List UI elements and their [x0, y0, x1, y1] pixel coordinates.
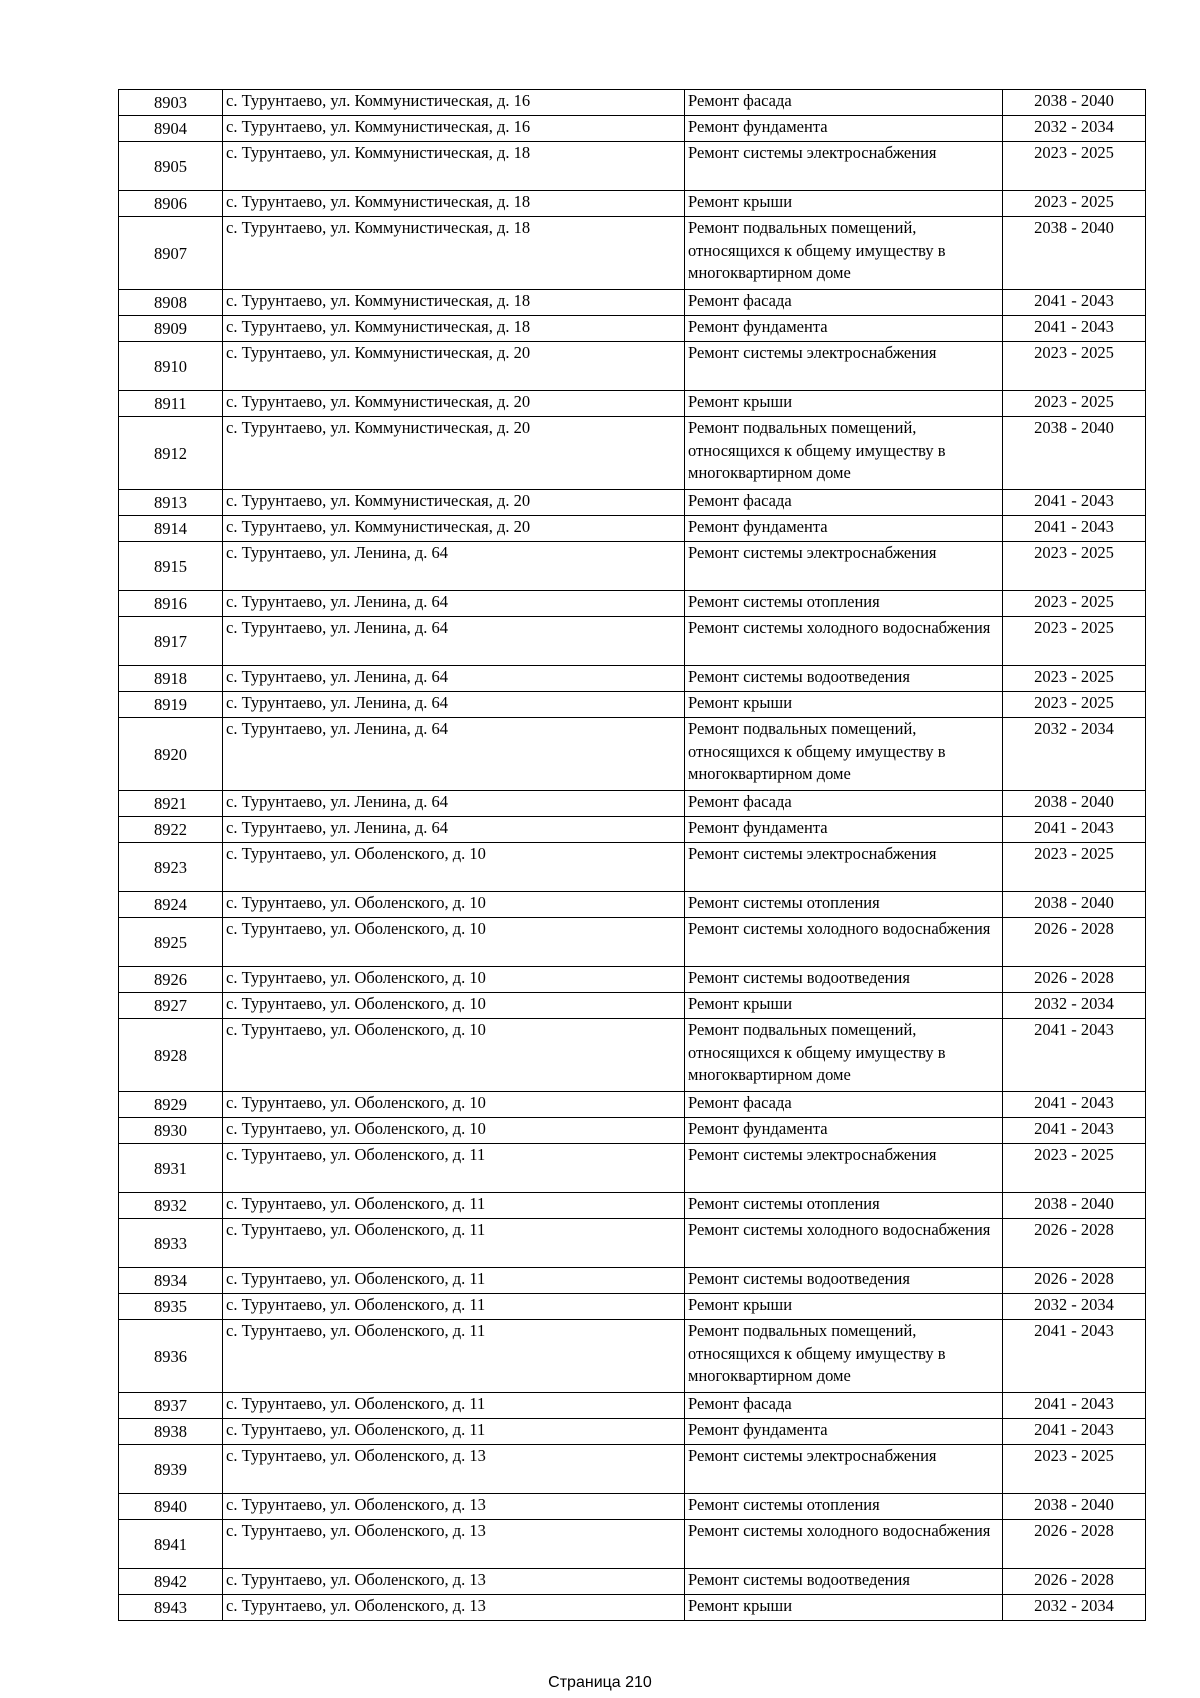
period-cell: 2023 - 2025 [1003, 1445, 1146, 1494]
table-row [119, 290, 1146, 316]
row-number-cell: 8903 [119, 90, 223, 116]
table-row [119, 666, 1146, 692]
row-number-cell: 8930 [119, 1118, 223, 1144]
table-row [119, 316, 1146, 342]
row-number-cell: 8915 [119, 542, 223, 591]
period-cell: 2041 - 2043 [1003, 1019, 1146, 1092]
work-type-cell: Ремонт системы электроснабжения [685, 142, 1003, 191]
table-row [119, 591, 1146, 617]
period-cell: 2023 - 2025 [1003, 542, 1146, 591]
address-cell: с. Турунтаево, ул. Ленина, д. 64 [223, 718, 685, 791]
table-row [119, 1268, 1146, 1294]
table-row [119, 993, 1146, 1019]
work-type-cell: Ремонт крыши [685, 391, 1003, 417]
address-cell: с. Турунтаево, ул. Оболенского, д. 10 [223, 892, 685, 918]
table-row [119, 967, 1146, 993]
period-cell: 2038 - 2040 [1003, 791, 1146, 817]
period-cell: 2041 - 2043 [1003, 316, 1146, 342]
period-cell: 2038 - 2040 [1003, 1193, 1146, 1219]
row-number-cell: 8921 [119, 791, 223, 817]
row-number-cell: 8908 [119, 290, 223, 316]
address-cell: с. Турунтаево, ул. Оболенского, д. 10 [223, 1019, 685, 1092]
work-type-cell: Ремонт фасада [685, 490, 1003, 516]
row-number-cell: 8927 [119, 993, 223, 1019]
work-type-cell: Ремонт фундамента [685, 1118, 1003, 1144]
period-cell: 2032 - 2034 [1003, 1294, 1146, 1320]
work-type-cell: Ремонт подвальных помещений, относящихся к общему имуществу в многоквартирном доме [685, 1320, 1003, 1393]
work-type-cell: Ремонт подвальных помещений, относящихся к общему имуществу в многоквартирном доме [685, 217, 1003, 290]
work-type-cell: Ремонт системы холодного водоснабжения [685, 1520, 1003, 1569]
row-number-cell: 8931 [119, 1144, 223, 1193]
table-row [119, 1595, 1146, 1621]
work-type-cell: Ремонт крыши [685, 191, 1003, 217]
address-cell: с. Турунтаево, ул. Оболенского, д. 11 [223, 1294, 685, 1320]
table-row [119, 692, 1146, 718]
work-type-cell: Ремонт фасада [685, 90, 1003, 116]
row-number-cell: 8932 [119, 1193, 223, 1219]
address-cell: с. Турунтаево, ул. Ленина, д. 64 [223, 817, 685, 843]
period-cell: 2023 - 2025 [1003, 692, 1146, 718]
work-type-cell: Ремонт подвальных помещений, относящихся к общему имуществу в многоквартирном доме [685, 718, 1003, 791]
table-row [119, 391, 1146, 417]
table-row [119, 490, 1146, 516]
address-cell: с. Турунтаево, ул. Ленина, д. 64 [223, 692, 685, 718]
work-type-cell: Ремонт системы отопления [685, 591, 1003, 617]
period-cell: 2038 - 2040 [1003, 217, 1146, 290]
row-number-cell: 8923 [119, 843, 223, 892]
table-row [119, 718, 1146, 791]
work-type-cell: Ремонт системы электроснабжения [685, 1144, 1003, 1193]
row-number-cell: 8943 [119, 1595, 223, 1621]
table-row [119, 1144, 1146, 1193]
table-row [119, 1419, 1146, 1445]
row-number-cell: 8916 [119, 591, 223, 617]
table-row [119, 1019, 1146, 1092]
address-cell: с. Турунтаево, ул. Коммунистическая, д. 18 [223, 290, 685, 316]
table-row [119, 191, 1146, 217]
work-type-cell: Ремонт фундамента [685, 1419, 1003, 1445]
page-footer [0, 1674, 1200, 1692]
period-cell: 2032 - 2034 [1003, 993, 1146, 1019]
row-number-cell: 8941 [119, 1520, 223, 1569]
work-type-cell: Ремонт системы водоотведения [685, 1569, 1003, 1595]
address-cell: с. Турунтаево, ул. Коммунистическая, д. 16 [223, 90, 685, 116]
table-row [119, 1092, 1146, 1118]
row-number-cell: 8939 [119, 1445, 223, 1494]
table-row [119, 1445, 1146, 1494]
work-type-cell: Ремонт системы электроснабжения [685, 1445, 1003, 1494]
address-cell: с. Турунтаево, ул. Ленина, д. 64 [223, 791, 685, 817]
period-cell: 2032 - 2034 [1003, 1595, 1146, 1621]
row-number-cell: 8935 [119, 1294, 223, 1320]
row-number-cell: 8914 [119, 516, 223, 542]
period-cell: 2026 - 2028 [1003, 967, 1146, 993]
row-number-cell: 8912 [119, 417, 223, 490]
period-cell: 2041 - 2043 [1003, 1419, 1146, 1445]
address-cell: с. Турунтаево, ул. Оболенского, д. 10 [223, 918, 685, 967]
period-cell: 2038 - 2040 [1003, 90, 1146, 116]
table-row [119, 1118, 1146, 1144]
row-number-cell: 8937 [119, 1393, 223, 1419]
row-number-cell: 8906 [119, 191, 223, 217]
address-cell: с. Турунтаево, ул. Оболенского, д. 10 [223, 967, 685, 993]
row-number-cell: 8933 [119, 1219, 223, 1268]
address-cell: с. Турунтаево, ул. Оболенского, д. 13 [223, 1520, 685, 1569]
period-cell: 2023 - 2025 [1003, 391, 1146, 417]
work-type-cell: Ремонт фасада [685, 1092, 1003, 1118]
work-type-cell: Ремонт фундамента [685, 116, 1003, 142]
row-number-cell: 8926 [119, 967, 223, 993]
work-type-cell: Ремонт системы водоотведения [685, 666, 1003, 692]
row-number-cell: 8938 [119, 1419, 223, 1445]
work-type-cell: Ремонт системы электроснабжения [685, 843, 1003, 892]
work-type-cell: Ремонт системы холодного водоснабжения [685, 1219, 1003, 1268]
address-cell: с. Турунтаево, ул. Оболенского, д. 10 [223, 993, 685, 1019]
work-type-cell: Ремонт крыши [685, 1595, 1003, 1621]
work-type-cell: Ремонт системы электроснабжения [685, 542, 1003, 591]
table-row [119, 817, 1146, 843]
work-type-cell: Ремонт системы электроснабжения [685, 342, 1003, 391]
table-row [119, 217, 1146, 290]
table-row [119, 918, 1146, 967]
row-number-cell: 8913 [119, 490, 223, 516]
address-cell: с. Турунтаево, ул. Оболенского, д. 11 [223, 1193, 685, 1219]
row-number-cell: 8925 [119, 918, 223, 967]
period-cell: 2032 - 2034 [1003, 116, 1146, 142]
address-cell: с. Турунтаево, ул. Оболенского, д. 10 [223, 1118, 685, 1144]
table-row [119, 1569, 1146, 1595]
row-number-cell: 8924 [119, 892, 223, 918]
table-row [119, 542, 1146, 591]
row-number-cell: 8929 [119, 1092, 223, 1118]
table-row [119, 116, 1146, 142]
table-row [119, 1294, 1146, 1320]
address-cell: с. Турунтаево, ул. Оболенского, д. 13 [223, 1595, 685, 1621]
address-cell: с. Турунтаево, ул. Оболенского, д. 13 [223, 1494, 685, 1520]
row-number-cell: 8920 [119, 718, 223, 791]
period-cell: 2041 - 2043 [1003, 516, 1146, 542]
work-type-cell: Ремонт фундамента [685, 316, 1003, 342]
work-type-cell: Ремонт системы холодного водоснабжения [685, 918, 1003, 967]
address-cell: с. Турунтаево, ул. Коммунистическая, д. 20 [223, 391, 685, 417]
work-type-cell: Ремонт системы отопления [685, 892, 1003, 918]
row-number-cell: 8922 [119, 817, 223, 843]
table-row [119, 1494, 1146, 1520]
repair-plan-table-body [119, 90, 1146, 1621]
address-cell: с. Турунтаево, ул. Ленина, д. 64 [223, 666, 685, 692]
work-type-cell: Ремонт системы водоотведения [685, 967, 1003, 993]
period-cell: 2038 - 2040 [1003, 892, 1146, 918]
document-sheet [118, 89, 1145, 1621]
period-cell: 2041 - 2043 [1003, 1320, 1146, 1393]
address-cell: с. Турунтаево, ул. Коммунистическая, д. 18 [223, 142, 685, 191]
period-cell: 2023 - 2025 [1003, 142, 1146, 191]
row-number-cell: 8905 [119, 142, 223, 191]
period-cell: 2023 - 2025 [1003, 666, 1146, 692]
table-row [119, 1219, 1146, 1268]
row-number-cell: 8907 [119, 217, 223, 290]
period-cell: 2026 - 2028 [1003, 1569, 1146, 1595]
period-cell: 2023 - 2025 [1003, 1144, 1146, 1193]
work-type-cell: Ремонт системы отопления [685, 1193, 1003, 1219]
address-cell: с. Турунтаево, ул. Ленина, д. 64 [223, 542, 685, 591]
address-cell: с. Турунтаево, ул. Оболенского, д. 11 [223, 1419, 685, 1445]
period-cell: 2041 - 2043 [1003, 1393, 1146, 1419]
period-cell: 2041 - 2043 [1003, 817, 1146, 843]
period-cell: 2032 - 2034 [1003, 718, 1146, 791]
work-type-cell: Ремонт фасада [685, 791, 1003, 817]
table-row [119, 417, 1146, 490]
work-type-cell: Ремонт крыши [685, 692, 1003, 718]
table-row [119, 843, 1146, 892]
table-row [119, 617, 1146, 666]
table-row [119, 791, 1146, 817]
address-cell: с. Турунтаево, ул. Оболенского, д. 13 [223, 1445, 685, 1494]
period-cell: 2041 - 2043 [1003, 290, 1146, 316]
period-cell: 2023 - 2025 [1003, 843, 1146, 892]
work-type-cell: Ремонт крыши [685, 1294, 1003, 1320]
address-cell: с. Турунтаево, ул. Коммунистическая, д. 18 [223, 191, 685, 217]
work-type-cell: Ремонт фундамента [685, 516, 1003, 542]
address-cell: с. Турунтаево, ул. Оболенского, д. 11 [223, 1393, 685, 1419]
row-number-cell: 8917 [119, 617, 223, 666]
address-cell: с. Турунтаево, ул. Коммунистическая, д. 20 [223, 490, 685, 516]
address-cell: с. Турунтаево, ул. Коммунистическая, д. 18 [223, 217, 685, 290]
row-number-cell: 8919 [119, 692, 223, 718]
work-type-cell: Ремонт фасада [685, 290, 1003, 316]
work-type-cell: Ремонт системы водоотведения [685, 1268, 1003, 1294]
table-row [119, 342, 1146, 391]
address-cell: с. Турунтаево, ул. Оболенского, д. 11 [223, 1219, 685, 1268]
work-type-cell: Ремонт подвальных помещений, относящихся к общему имуществу в многоквартирном доме [685, 417, 1003, 490]
period-cell: 2026 - 2028 [1003, 1520, 1146, 1569]
page-number: Страница 210 [548, 1674, 652, 1691]
work-type-cell: Ремонт фундамента [685, 817, 1003, 843]
row-number-cell: 8936 [119, 1320, 223, 1393]
address-cell: с. Турунтаево, ул. Ленина, д. 64 [223, 617, 685, 666]
work-type-cell: Ремонт системы отопления [685, 1494, 1003, 1520]
period-cell: 2041 - 2043 [1003, 1118, 1146, 1144]
address-cell: с. Турунтаево, ул. Коммунистическая, д. 16 [223, 116, 685, 142]
repair-plan-table [118, 89, 1146, 1621]
row-number-cell: 8911 [119, 391, 223, 417]
address-cell: с. Турунтаево, ул. Оболенского, д. 11 [223, 1268, 685, 1294]
period-cell: 2026 - 2028 [1003, 1268, 1146, 1294]
period-cell: 2023 - 2025 [1003, 617, 1146, 666]
period-cell: 2038 - 2040 [1003, 417, 1146, 490]
period-cell: 2023 - 2025 [1003, 591, 1146, 617]
row-number-cell: 8934 [119, 1268, 223, 1294]
period-cell: 2041 - 2043 [1003, 490, 1146, 516]
row-number-cell: 8940 [119, 1494, 223, 1520]
row-number-cell: 8909 [119, 316, 223, 342]
table-row [119, 516, 1146, 542]
work-type-cell: Ремонт подвальных помещений, относящихся к общему имуществу в многоквартирном доме [685, 1019, 1003, 1092]
table-row [119, 1320, 1146, 1393]
address-cell: с. Турунтаево, ул. Оболенского, д. 11 [223, 1144, 685, 1193]
address-cell: с. Турунтаево, ул. Коммунистическая, д. 20 [223, 417, 685, 490]
period-cell: 2023 - 2025 [1003, 342, 1146, 391]
period-cell: 2026 - 2028 [1003, 1219, 1146, 1268]
address-cell: с. Турунтаево, ул. Ленина, д. 64 [223, 591, 685, 617]
address-cell: с. Турунтаево, ул. Коммунистическая, д. 20 [223, 516, 685, 542]
address-cell: с. Турунтаево, ул. Коммунистическая, д. 20 [223, 342, 685, 391]
table-row [119, 1193, 1146, 1219]
row-number-cell: 8904 [119, 116, 223, 142]
table-row [119, 142, 1146, 191]
row-number-cell: 8928 [119, 1019, 223, 1092]
address-cell: с. Турунтаево, ул. Оболенского, д. 10 [223, 1092, 685, 1118]
address-cell: с. Турунтаево, ул. Коммунистическая, д. 18 [223, 316, 685, 342]
row-number-cell: 8910 [119, 342, 223, 391]
work-type-cell: Ремонт фасада [685, 1393, 1003, 1419]
work-type-cell: Ремонт системы холодного водоснабжения [685, 617, 1003, 666]
period-cell: 2038 - 2040 [1003, 1494, 1146, 1520]
table-row [119, 892, 1146, 918]
period-cell: 2026 - 2028 [1003, 918, 1146, 967]
address-cell: с. Турунтаево, ул. Оболенского, д. 10 [223, 843, 685, 892]
period-cell: 2023 - 2025 [1003, 191, 1146, 217]
table-row [119, 1393, 1146, 1419]
address-cell: с. Турунтаево, ул. Оболенского, д. 11 [223, 1320, 685, 1393]
row-number-cell: 8942 [119, 1569, 223, 1595]
work-type-cell: Ремонт крыши [685, 993, 1003, 1019]
address-cell: с. Турунтаево, ул. Оболенского, д. 13 [223, 1569, 685, 1595]
row-number-cell: 8918 [119, 666, 223, 692]
table-row [119, 1520, 1146, 1569]
period-cell: 2041 - 2043 [1003, 1092, 1146, 1118]
table-row [119, 90, 1146, 116]
